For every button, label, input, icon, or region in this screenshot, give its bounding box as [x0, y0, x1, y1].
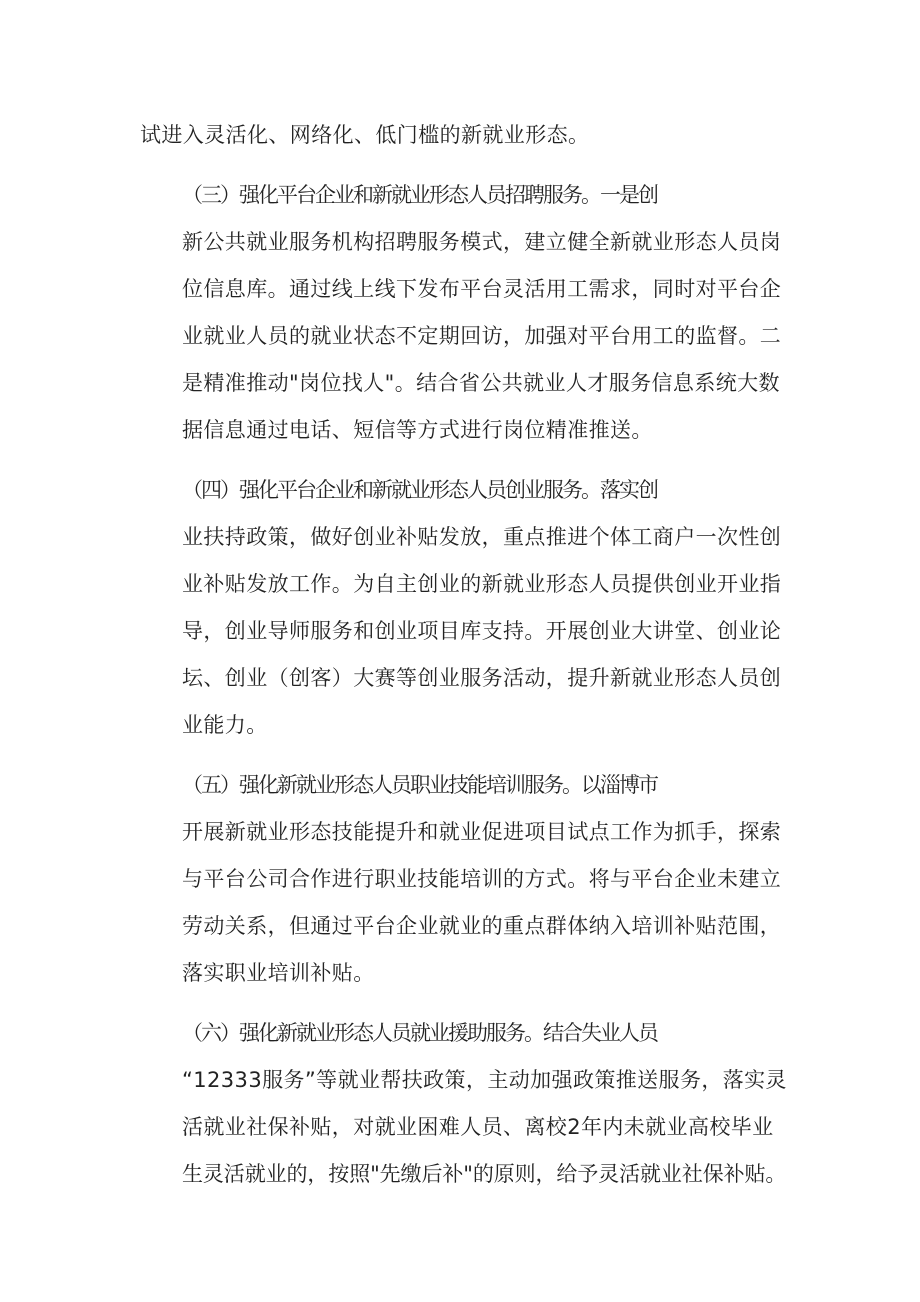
- paragraph-continuation: [140, 112, 788, 159]
- text-line: （三）强化平台企业和新就业形态人员招聘服务。一是创: [182, 183, 657, 207]
- text-line: 据信息通过电话、短信等方式进行岗位精准推送。: [182, 418, 653, 442]
- paragraph-employment-assistance-service: [140, 1010, 788, 1198]
- text-line: （六）强化新就业形态人员就业援助服务。结合失业人员: [182, 1021, 657, 1045]
- text-line: 劳动关系，但通过平台企业就业的重点群体纳入培训补贴范围，: [182, 914, 782, 938]
- text-line: 是精准推动"岗位找人"。结合省公共就业人才服务信息系统大数: [182, 371, 780, 395]
- text-line: 活就业社保补贴，对就业困难人员、离校2年内未就业高校毕业: [182, 1115, 774, 1139]
- paragraph-entrepreneurship-service: [140, 467, 788, 749]
- text-line: “12333服务”等就业帮扶政策，主动加强政策推送服务，落实灵: [182, 1068, 787, 1092]
- paragraph-recruitment-service: [140, 172, 788, 454]
- text-line: 导，创业导师服务和创业项目库支持。开展创业大讲堂、创业论: [182, 619, 782, 643]
- text-line: 业就业人员的就业状态不定期回访，加强对平台用工的监督。二: [182, 324, 782, 348]
- text-line: 新公共就业服务机构招聘服务模式，建立健全新就业形态人员岗: [182, 230, 782, 254]
- text-line: 业扶持政策，做好创业补贴发放，重点推进个体工商户一次性创: [182, 525, 782, 549]
- text-line: 与平台公司合作进行职业技能培训的方式。将与平台企业未建立: [182, 867, 782, 891]
- document-body: [140, 112, 788, 1211]
- text-line: 落实职业培训补贴。: [182, 961, 375, 985]
- text-line: 业能力。: [182, 713, 268, 737]
- text-line: 开展新就业形态技能提升和就业促进项目试点工作为抓手，探索: [182, 820, 782, 844]
- text-line: （四）强化平台企业和新就业形态人员创业服务。落实创: [182, 478, 657, 502]
- paragraph-skills-training-service: [140, 762, 788, 997]
- text-line: 位信息库。通过线上线下发布平台灵活用工需求，同时对平台企: [182, 277, 782, 301]
- text-line: （五）强化新就业形态人员职业技能培训服务。以淄博市: [182, 773, 657, 797]
- text-line: 生灵活就业的，按照"先缴后补"的原则，给予灵活就业社保补贴。: [182, 1162, 787, 1186]
- text-line: 业补贴发放工作。为自主创业的新就业形态人员提供创业开业指: [182, 572, 782, 596]
- text-line: 坛、创业（创客）大赛等创业服务活动，提升新就业形态人员创: [182, 666, 782, 690]
- text-line: 试进入灵活化、网络化、低门槛的新就业形态。: [140, 123, 590, 147]
